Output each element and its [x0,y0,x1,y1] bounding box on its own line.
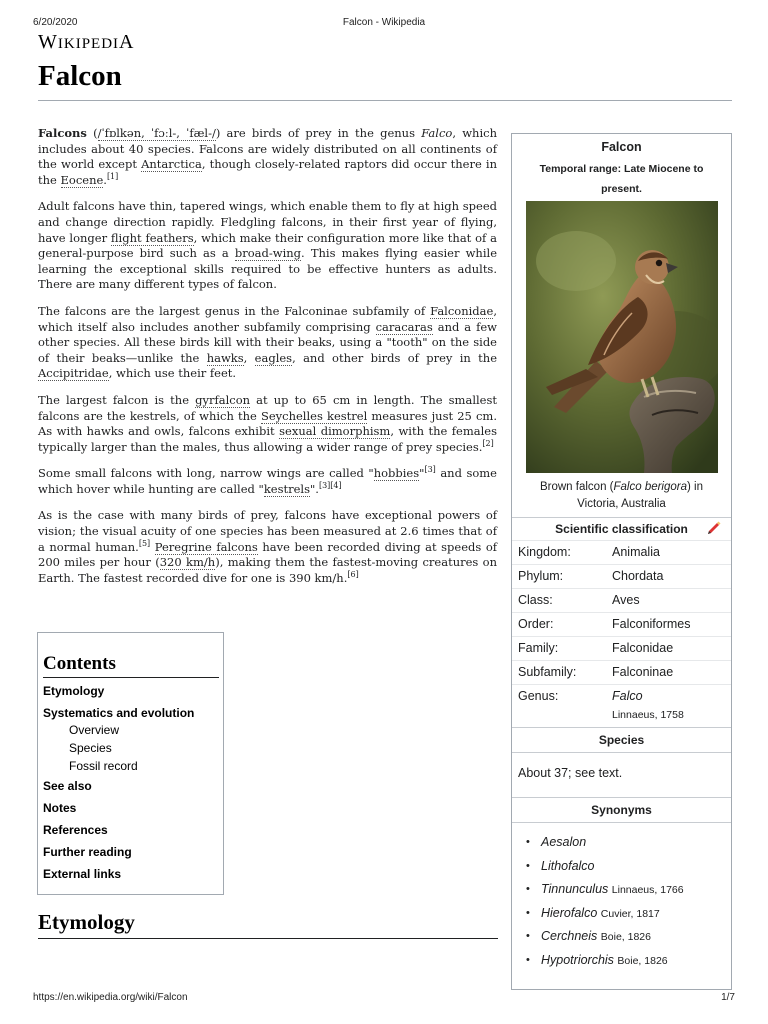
text: , and other birds of prey in the [292,350,498,365]
row-value[interactable]: Chordata [612,569,664,583]
classification-row [512,540,731,564]
row-key: Order: [518,617,554,631]
synonym-authority: Boie, 1826 [617,954,668,967]
title-divider [38,100,732,101]
synonym-authority: Cuvier, 1817 [600,907,660,920]
toc-item-external-links[interactable]: External links [43,867,122,881]
synonym-name: Cerchneis [541,929,598,943]
divider [512,822,731,823]
text: and some which hover while hunting are called " [38,466,497,496]
classification-row [512,564,731,588]
ref-3[interactable]: [3] [424,465,436,475]
ref-2[interactable]: [2] [482,438,494,448]
link-seychelles-kestrel[interactable]: Seychelles kestrel [260,408,368,423]
row-key: Phylum: [518,569,564,583]
print-date: 6/20/2020 [33,17,78,28]
pronunciation-link[interactable]: /ˈfɒlkən, ˈfɔːl-, ˈfæl-/ [97,126,216,140]
toc-item-notes[interactable]: Notes [43,801,77,815]
genus-text: Falco [421,126,453,140]
toc-item-see-also[interactable]: See also [43,779,92,793]
paragraph-intro: Falcons (/ˈfɒlkən, ˈfɔːl-, ˈfæl-/) are birds of prey in the genus Falco, which includes about 40 species. Falcons are widely distributed on all continents of the world except Antarctica, though closely-related raptors did occur there in the Eocene.[1] [38,126,497,187]
synonym-item [512,928,731,952]
species-header: Species [512,727,731,751]
synonym-authority: Linnaeus, 1766 [611,884,684,896]
classification-row-genus [512,684,731,726]
synonym-authority: Boie, 1826 [600,931,651,943]
synonym-item [512,858,731,882]
synonym-item [512,952,731,976]
infobox [511,133,732,990]
paragraph-hobbies [38,466,497,497]
row-key: Family: [518,641,559,655]
synonym-name: Hierofalco [541,905,598,920]
text: , which use their feet. [108,366,237,381]
text: , which includes about 40 species. Falcons are widely distributed on all continents of the world except [38,126,497,172]
row-value[interactable]: Falconinae [612,665,674,679]
row-key: Class: [518,593,553,607]
link-falconidae[interactable]: Falconidae [430,303,494,318]
toc-item-overview[interactable]: Overview [69,723,120,737]
link-flight-feathers[interactable]: flight feathers [110,230,194,245]
text: , which itself also includes another subfamily comprising [38,303,497,334]
article-body [38,126,497,597]
ref-6[interactable]: [6] [347,570,359,580]
text: Some small falcons with long, narrow wings are called " [38,466,374,481]
paragraph-size [38,393,497,455]
paragraph-genus [38,304,497,382]
synonym-item [512,881,731,905]
text: measures just 25 cm. As with hawks and owls, falcons exhibit [38,408,497,439]
text: Adult falcons have thin, tapered wings, which enable them to fly at high speed and change direction rapidly. Fledgling falcons, in their first year of flying, have longer [38,199,497,245]
divider [512,752,731,753]
classification-row [512,612,731,636]
logo-a: A [119,31,135,53]
text: and a few other species. All these birds kill with their beaks, using a "tooth" on the side of their beaks—unlike the [38,319,497,365]
synonym-name: Tinnunculus [541,882,609,896]
page-url[interactable]: https://en.wikipedia.org/wiki/Falcon [33,992,188,1003]
section-heading-etymology: Etymology [38,910,135,934]
link-antarctica[interactable]: Antarctica [141,157,202,172]
link-kmh[interactable]: 320 km/h [159,555,216,570]
text: . This makes flying easier while learning the exceptional skills required to be effective hunters as adults. There are many different types of falcon. [38,246,497,292]
classification-header [512,517,731,541]
caption-species: Falco berigora [613,481,688,493]
text: at up to 65 cm in length. The smallest falcons are the kestrels, of which the [38,392,497,423]
toc-item-fossil-record[interactable]: Fossil record [69,759,138,773]
link-kestrels[interactable]: kestrels [263,481,310,496]
text: . [103,172,107,187]
classification-title: Scientific classification [555,522,688,536]
toc-title: Contents [43,653,219,678]
row-value[interactable]: Falconiformes [612,617,691,631]
species-text: About 37; see text. [518,766,623,780]
synonym-item [512,905,731,929]
text: The largest falcon is the [38,392,196,407]
row-value[interactable]: Animalia [612,545,660,559]
text: , though closely-related raptors did occur there in the [38,157,497,187]
falcon-photo-graphic [526,201,718,473]
toc-list [43,680,218,885]
classification-row [512,588,731,612]
article-subject: Falcons [38,126,87,140]
row-key: Subfamily: [518,665,577,679]
classification-row [512,660,731,684]
link-eocene[interactable]: Eocene [60,172,104,187]
page-number: 1/7 [721,992,735,1003]
pencil-icon[interactable] [706,520,722,534]
paragraph-vision [38,508,497,586]
text: The falcons are the largest genus in the Falconinae subfamily of [38,303,431,318]
section-divider [38,938,498,939]
toc-item-etymology[interactable]: Etymology [43,684,105,698]
link-eagles[interactable]: eagles [254,350,293,365]
link-broad-wing[interactable]: broad-wing [234,246,302,261]
synonym-item [512,834,731,858]
paragraph-wings [38,199,497,293]
link-sexual-dimorphism[interactable]: sexual dimorphism [279,424,391,439]
link-hobbies[interactable]: hobbies [373,466,420,481]
link-accipitridae[interactable]: Accipitridae [38,366,109,381]
ref-5[interactable]: [5] [138,538,151,548]
logo-w: W [38,31,58,53]
page-title: Falcon [38,60,122,92]
text: , [243,350,255,365]
caption-text: ) in Victoria, Australia [577,481,703,510]
toc-item-references[interactable]: References [43,823,108,837]
toc-item-systematics[interactable]: Systematics and evolution [43,706,195,720]
link-hawks[interactable]: hawks [206,350,244,365]
photo-caption [518,479,725,513]
synonyms-header: Synonyms [512,797,731,821]
text: have been recorded diving at speeds of 200 miles per hour ( [38,539,498,570]
synonym-name: Lithofalco [541,858,595,873]
toc-item-species[interactable]: Species [69,741,112,755]
row-key: Kingdom: [518,545,571,559]
text: " [419,466,425,481]
falcon-photo[interactable] [526,201,718,473]
link-peregrine-falcons[interactable]: Peregrine falcons [154,539,258,554]
ref-1[interactable]: [1] [106,171,119,181]
text: ), making them the fastest-moving creatures on Earth. The fastest recorded dive for one is 390 km/h. [38,555,498,585]
row-value: Falco [612,689,643,703]
synonym-name: Hypotriorchis [541,952,614,967]
text: , which make their configuration more like that of a general-purpose bird such as a [38,230,497,261]
toc-item-further-reading[interactable]: Further reading [43,845,132,859]
infobox-title: Falcon [601,140,642,154]
temporal-range: Temporal range: Late Miocene to present. [539,163,704,195]
link-gyrfalcon[interactable]: gyrfalcon [195,392,251,407]
classification-row [512,636,731,660]
row-value[interactable]: Aves [612,593,640,607]
text: As is the case with many birds of prey, falcons have exceptional powers of vision; the visual acuity of one species has been measured at 2.6 times that of a normal human. [38,508,497,554]
print-header [33,17,735,31]
table-of-contents [37,632,224,895]
genus-authority[interactable]: Linnaeus, 1758 [612,709,684,721]
text: are birds of prey in the genus [220,126,422,140]
row-value[interactable]: Falconidae [612,641,674,655]
caption-text: Brown falcon ( [539,481,614,493]
synonym-name: Aesalon [541,835,587,849]
wikipedia-logo[interactable] [38,31,135,54]
print-title: Falcon - Wikipedia [342,17,426,28]
text: , with the females typically larger than the males, thus allowing a wider range of prey species. [38,424,497,454]
text: ". [310,481,319,496]
row-key: Genus: [518,689,559,703]
link-caracaras[interactable]: caracaras [375,319,433,334]
synonyms-list [512,834,731,975]
ref-3-4[interactable]: [3][4] [318,481,342,491]
logo-middle: IKIPEDI [57,36,120,52]
